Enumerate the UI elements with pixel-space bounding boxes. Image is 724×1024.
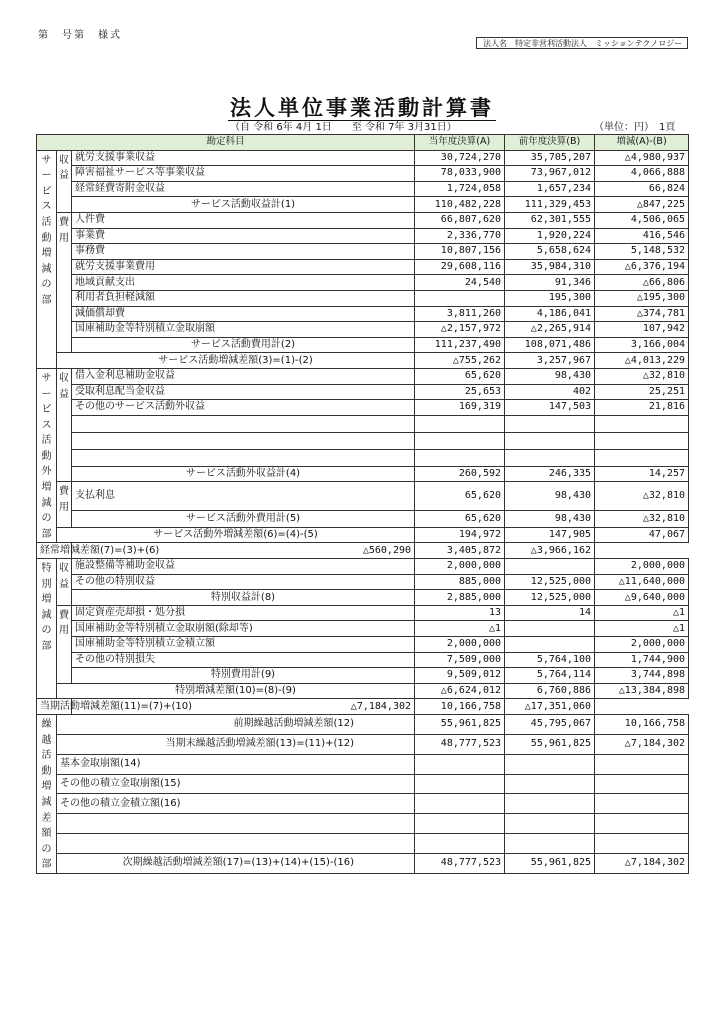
row-label bbox=[72, 415, 415, 432]
group-label: 費用 bbox=[57, 212, 72, 352]
group-label: 費用 bbox=[57, 605, 72, 683]
diff-value: △32,810 bbox=[595, 510, 689, 527]
current-value: 55,961,825 bbox=[415, 714, 505, 734]
previous-value: 5,658,624 bbox=[505, 244, 595, 260]
current-value: 65,620 bbox=[415, 510, 505, 527]
current-value: 78,033,900 bbox=[415, 166, 505, 182]
table-row bbox=[37, 637, 689, 653]
row-label: 国庫補助金等特別積立金取崩額(除却等) bbox=[72, 621, 415, 637]
group-label: 収益 bbox=[57, 368, 72, 481]
current-value: 2,885,000 bbox=[415, 590, 505, 606]
previous-value: 3,405,872 bbox=[415, 543, 505, 559]
previous-value: 402 bbox=[505, 384, 595, 400]
row-label: 就労支援事業収益 bbox=[72, 150, 415, 166]
current-value: 66,807,620 bbox=[415, 212, 505, 228]
row-label: 就労支援事業費用 bbox=[72, 259, 415, 275]
previous-value: 4,186,041 bbox=[505, 306, 595, 322]
row-label bbox=[72, 449, 415, 466]
diff-value: 3,166,004 bbox=[595, 337, 689, 353]
previous-value: 147,503 bbox=[505, 400, 595, 416]
diff-value: 66,824 bbox=[595, 181, 689, 197]
previous-value: 12,525,000 bbox=[505, 590, 595, 606]
current-value: 48,777,523 bbox=[415, 734, 505, 754]
current-value bbox=[415, 794, 505, 814]
table-row bbox=[37, 699, 689, 715]
previous-value: 91,346 bbox=[505, 275, 595, 291]
diff-value: △1 bbox=[595, 605, 689, 621]
row-label: 受取利息配当金収益 bbox=[72, 384, 415, 400]
table-body bbox=[37, 150, 689, 873]
current-value: △1 bbox=[415, 621, 505, 637]
diff-value: △11,640,000 bbox=[595, 574, 689, 590]
table-row bbox=[37, 197, 689, 213]
current-value: 111,237,490 bbox=[415, 337, 505, 353]
current-value bbox=[415, 290, 505, 306]
table-row bbox=[37, 668, 689, 684]
previous-value: △2,265,914 bbox=[505, 322, 595, 338]
table-row bbox=[37, 449, 689, 466]
diff-value: △32,810 bbox=[595, 482, 689, 510]
diff-value: 4,506,065 bbox=[595, 212, 689, 228]
previous-value: 6,760,886 bbox=[505, 683, 595, 699]
table-row bbox=[37, 590, 689, 606]
current-value: 110,482,228 bbox=[415, 197, 505, 213]
row-label: サービス活動外費用計(5) bbox=[72, 510, 415, 527]
table-row bbox=[37, 337, 689, 353]
row-label: 施設整備等補助金収益 bbox=[72, 559, 415, 575]
previous-value: 35,705,207 bbox=[505, 150, 595, 166]
diff-value: △847,225 bbox=[595, 197, 689, 213]
previous-value bbox=[505, 814, 595, 834]
table-row bbox=[37, 275, 689, 291]
previous-value: 55,961,825 bbox=[505, 734, 595, 754]
table-header-row bbox=[37, 135, 689, 151]
previous-value: 1,657,234 bbox=[505, 181, 595, 197]
current-value: 9,509,012 bbox=[415, 668, 505, 684]
table-row bbox=[37, 754, 689, 774]
table-row bbox=[37, 432, 689, 449]
row-label: サービス活動費用計(2) bbox=[72, 337, 415, 353]
current-value: 48,777,523 bbox=[415, 853, 505, 873]
current-value: 65,620 bbox=[415, 368, 505, 384]
current-value bbox=[415, 432, 505, 449]
table-row bbox=[37, 814, 689, 834]
table-row bbox=[37, 794, 689, 814]
table-row bbox=[37, 774, 689, 794]
previous-value: 147,905 bbox=[505, 527, 595, 543]
current-value: 30,724,270 bbox=[415, 150, 505, 166]
diff-value: 416,546 bbox=[595, 228, 689, 244]
row-label: その他の特別損失 bbox=[72, 652, 415, 668]
row-label: その他のサービス活動外収益 bbox=[72, 400, 415, 416]
row-label bbox=[57, 814, 415, 834]
previous-value: 108,071,486 bbox=[505, 337, 595, 353]
diff-value bbox=[595, 834, 689, 854]
diff-value: △374,781 bbox=[595, 306, 689, 322]
current-value: △6,624,012 bbox=[415, 683, 505, 699]
current-value bbox=[415, 449, 505, 466]
diff-value bbox=[595, 754, 689, 774]
table-row bbox=[37, 368, 689, 384]
diff-value: △9,640,000 bbox=[595, 590, 689, 606]
table-row bbox=[37, 527, 689, 543]
table-row bbox=[37, 834, 689, 854]
table-row bbox=[37, 244, 689, 260]
diff-value bbox=[595, 415, 689, 432]
previous-value: 55,961,825 bbox=[505, 853, 595, 873]
previous-value: 98,430 bbox=[505, 368, 595, 384]
row-label: サービス活動増減差額(3)=(1)-(2) bbox=[57, 353, 415, 369]
table-row bbox=[37, 853, 689, 873]
activity-statement-table bbox=[36, 134, 689, 874]
diff-value: 21,816 bbox=[595, 400, 689, 416]
row-label: 固定資産売却損・処分損 bbox=[72, 605, 415, 621]
diff-value: △66,806 bbox=[595, 275, 689, 291]
table-row bbox=[37, 482, 689, 510]
current-value: 13 bbox=[415, 605, 505, 621]
previous-value: 3,257,967 bbox=[505, 353, 595, 369]
current-value: 2,336,770 bbox=[415, 228, 505, 244]
current-value bbox=[415, 834, 505, 854]
row-label: 減価償却費 bbox=[72, 306, 415, 322]
current-value: 24,540 bbox=[415, 275, 505, 291]
diff-value: △1 bbox=[595, 621, 689, 637]
table-row bbox=[37, 166, 689, 182]
table-row bbox=[37, 150, 689, 166]
table-row bbox=[37, 714, 689, 734]
current-value: 65,620 bbox=[415, 482, 505, 510]
previous-value bbox=[505, 432, 595, 449]
previous-value: 246,335 bbox=[505, 466, 595, 482]
table-row bbox=[37, 415, 689, 432]
current-value: 2,000,000 bbox=[415, 559, 505, 575]
previous-value: 10,166,758 bbox=[415, 699, 505, 715]
diff-value: 3,744,898 bbox=[595, 668, 689, 684]
header-item: 勘定科目 bbox=[37, 135, 415, 151]
table-row bbox=[37, 212, 689, 228]
current-value: 1,724,058 bbox=[415, 181, 505, 197]
current-value: 885,000 bbox=[415, 574, 505, 590]
diff-value: △13,384,898 bbox=[595, 683, 689, 699]
diff-value bbox=[595, 774, 689, 794]
table-row bbox=[37, 384, 689, 400]
current-value bbox=[415, 754, 505, 774]
previous-value bbox=[505, 449, 595, 466]
previous-value: 195,300 bbox=[505, 290, 595, 306]
diff-value: △195,300 bbox=[595, 290, 689, 306]
row-label: その他の積立金取崩額(15) bbox=[57, 774, 415, 794]
diff-value bbox=[595, 449, 689, 466]
current-value: △7,184,302 bbox=[72, 699, 415, 715]
diff-value: 4,066,888 bbox=[595, 166, 689, 182]
row-label: 事務費 bbox=[72, 244, 415, 260]
diff-value: △7,184,302 bbox=[595, 734, 689, 754]
group-label: 収益 bbox=[57, 559, 72, 606]
table-row bbox=[37, 652, 689, 668]
row-label: サービス活動収益計(1) bbox=[72, 197, 415, 213]
header-current: 当年度決算(A) bbox=[415, 135, 505, 151]
previous-value: 12,525,000 bbox=[505, 574, 595, 590]
previous-value bbox=[505, 834, 595, 854]
row-label bbox=[57, 834, 415, 854]
section-label: 特別増減の部 bbox=[37, 559, 57, 699]
current-value bbox=[415, 774, 505, 794]
row-label: 事業費 bbox=[72, 228, 415, 244]
table-row bbox=[37, 306, 689, 322]
table-row bbox=[37, 322, 689, 338]
title-text: 法人単位事業活動計算書 bbox=[230, 96, 494, 120]
table-row bbox=[37, 290, 689, 306]
row-label: サービス活動外収益計(4) bbox=[72, 466, 415, 482]
diff-value bbox=[595, 814, 689, 834]
current-value bbox=[415, 415, 505, 432]
diff-value: 107,942 bbox=[595, 322, 689, 338]
current-value: 169,319 bbox=[415, 400, 505, 416]
current-value: △560,290 bbox=[72, 543, 415, 559]
row-label: 支払利息 bbox=[72, 482, 415, 510]
previous-value bbox=[505, 637, 595, 653]
row-label: サービス活動外増減差額(6)=(4)-(5) bbox=[57, 527, 415, 543]
section-label: サービス活動外増減の部 bbox=[37, 368, 57, 543]
section-label: サービス活動増減の部 bbox=[37, 150, 57, 368]
table-row bbox=[37, 400, 689, 416]
row-label: 人件費 bbox=[72, 212, 415, 228]
form-number: 第 号第 様式 bbox=[38, 30, 122, 41]
table-row bbox=[37, 574, 689, 590]
corporation-name: 法人名 特定非営利活動法人 ミッションテクノロジー bbox=[476, 37, 688, 49]
group-label: 収益 bbox=[57, 150, 72, 212]
table-row bbox=[37, 181, 689, 197]
previous-value: 98,430 bbox=[505, 482, 595, 510]
diff-value: △32,810 bbox=[595, 368, 689, 384]
row-label: 特別費用計(9) bbox=[72, 668, 415, 684]
row-label: 借入金利息補助金収益 bbox=[72, 368, 415, 384]
diff-value: △3,966,162 bbox=[505, 543, 595, 559]
row-label: 次期繰越活動増減差額(17)=(13)+(14)+(15)-(16) bbox=[57, 853, 415, 873]
table-row bbox=[37, 510, 689, 527]
previous-value: 73,967,012 bbox=[505, 166, 595, 182]
table-row bbox=[37, 734, 689, 754]
previous-value: 1,920,224 bbox=[505, 228, 595, 244]
table-row bbox=[37, 466, 689, 482]
diff-value: 10,166,758 bbox=[595, 714, 689, 734]
previous-value: 5,764,114 bbox=[505, 668, 595, 684]
row-label: 利用者負担軽減額 bbox=[72, 290, 415, 306]
current-value: 3,811,260 bbox=[415, 306, 505, 322]
previous-value bbox=[505, 774, 595, 794]
row-label: 特別収益計(8) bbox=[72, 590, 415, 606]
table-row bbox=[37, 605, 689, 621]
current-value: 260,592 bbox=[415, 466, 505, 482]
diff-value: △4,013,229 bbox=[595, 353, 689, 369]
current-value: 29,608,116 bbox=[415, 259, 505, 275]
diff-value: 5,148,532 bbox=[595, 244, 689, 260]
diff-value: △7,184,302 bbox=[595, 853, 689, 873]
row-label: 地域貢献支出 bbox=[72, 275, 415, 291]
previous-value: 5,764,100 bbox=[505, 652, 595, 668]
row-label: 前期繰越活動増減差額(12) bbox=[57, 714, 415, 734]
fiscal-period: （自 令和 6年 4月 1日 至 令和 7年 3月31日） bbox=[230, 122, 457, 133]
current-value: △755,262 bbox=[415, 353, 505, 369]
unit-page: （単位：円） 1頁 bbox=[594, 122, 676, 133]
previous-value bbox=[505, 794, 595, 814]
row-label: 経常増減差額(7)=(3)+(6) bbox=[37, 543, 72, 559]
previous-value: 14 bbox=[505, 605, 595, 621]
table-row bbox=[37, 559, 689, 575]
current-value: △2,157,972 bbox=[415, 322, 505, 338]
row-label: 当期末繰越活動増減差額(13)=(11)+(12) bbox=[57, 734, 415, 754]
row-label: 基本金取崩額(14) bbox=[57, 754, 415, 774]
previous-value: 98,430 bbox=[505, 510, 595, 527]
diff-value bbox=[595, 794, 689, 814]
header-diff: 増減(A)-(B) bbox=[595, 135, 689, 151]
table-row bbox=[37, 543, 689, 559]
previous-value bbox=[505, 754, 595, 774]
previous-value: 62,301,555 bbox=[505, 212, 595, 228]
current-value: 194,972 bbox=[415, 527, 505, 543]
current-value bbox=[415, 814, 505, 834]
table-row bbox=[37, 621, 689, 637]
previous-value: 35,984,310 bbox=[505, 259, 595, 275]
diff-value: 25,251 bbox=[595, 384, 689, 400]
row-label: その他の積立金積立額(16) bbox=[57, 794, 415, 814]
diff-value: △4,980,937 bbox=[595, 150, 689, 166]
diff-value: 2,000,000 bbox=[595, 637, 689, 653]
previous-value bbox=[505, 559, 595, 575]
diff-value bbox=[595, 432, 689, 449]
row-label: 国庫補助金等特別積立金取崩額 bbox=[72, 322, 415, 338]
diff-value: 1,744,900 bbox=[595, 652, 689, 668]
previous-value bbox=[505, 621, 595, 637]
previous-value: 111,329,453 bbox=[505, 197, 595, 213]
diff-value: 14,257 bbox=[595, 466, 689, 482]
row-label: 特別増減差額(10)=(8)-(9) bbox=[57, 683, 415, 699]
row-label: 国庫補助金等特別積立金積立額 bbox=[72, 637, 415, 653]
current-value: 2,000,000 bbox=[415, 637, 505, 653]
table-row bbox=[37, 228, 689, 244]
current-value: 7,509,000 bbox=[415, 652, 505, 668]
diff-value: △6,376,194 bbox=[595, 259, 689, 275]
previous-value bbox=[505, 415, 595, 432]
current-value: 10,807,156 bbox=[415, 244, 505, 260]
row-label bbox=[72, 432, 415, 449]
diff-value: 2,000,000 bbox=[595, 559, 689, 575]
row-label: 当期活動増減差額(11)=(7)+(10) bbox=[37, 699, 72, 715]
table-row bbox=[37, 683, 689, 699]
diff-value: 47,067 bbox=[595, 527, 689, 543]
row-label: 障害福祉サービス等事業収益 bbox=[72, 166, 415, 182]
row-label: その他の特別収益 bbox=[72, 574, 415, 590]
group-label: 費用 bbox=[57, 482, 72, 528]
section-label: 繰越活動増減差額の部 bbox=[37, 714, 57, 873]
row-label: 経常経費寄附金収益 bbox=[72, 181, 415, 197]
header-previous: 前年度決算(B) bbox=[505, 135, 595, 151]
current-value: 25,653 bbox=[415, 384, 505, 400]
diff-value: △17,351,060 bbox=[505, 699, 595, 715]
previous-value: 45,795,067 bbox=[505, 714, 595, 734]
table-row bbox=[37, 259, 689, 275]
table-row bbox=[37, 353, 689, 369]
